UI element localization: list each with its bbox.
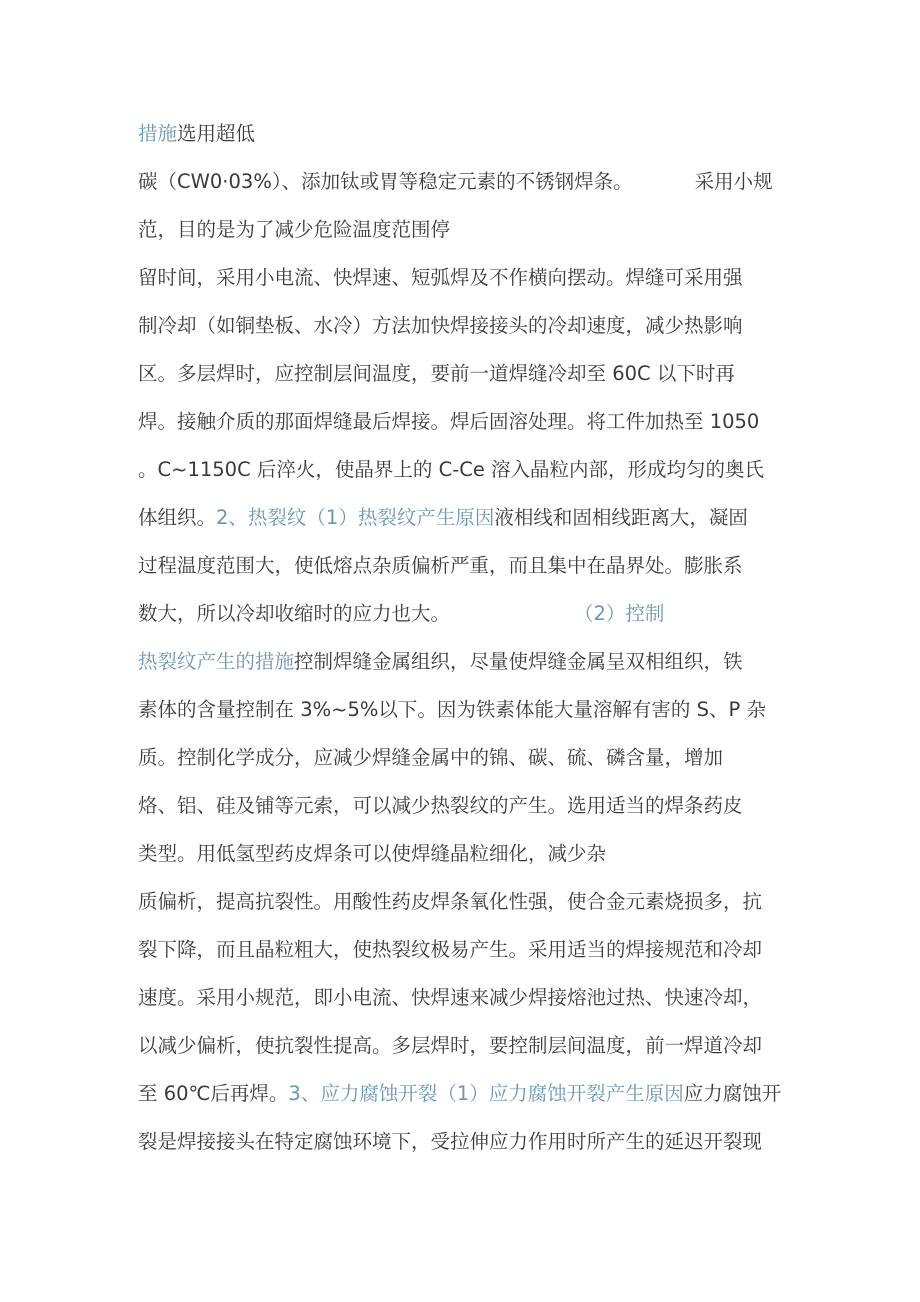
body-text: 裂是焊接接头在特定腐蚀环境下，受拉伸应力作用时所产生的延迟开裂现 (138, 1130, 763, 1153)
text-line (138, 1034, 762, 1058)
body-text: 至 60℃后再焊。 (138, 1082, 289, 1105)
text-line (138, 986, 762, 1010)
body-text: 裂下降，而且晶粒粗大，使热裂纹极易产生。采用适当的焊接规范和冷却 (138, 938, 763, 961)
body-text: 焊。接触介质的那面焊缝最后焊接。焊后固溶处理。将工件加热至 1050 (138, 410, 760, 433)
highlighted-heading-text: 措施 (138, 122, 178, 145)
body-text: 质偏析，提高抗裂性。用酸性药皮焊条氧化性强，使合金元素烧损多，抗 (138, 890, 763, 913)
body-text: 体组织。 (138, 506, 217, 529)
text-line (138, 698, 766, 722)
body-text: 选用超低 (177, 122, 256, 145)
text-line (138, 218, 450, 242)
body-text: 素体的含量控制在 3%~5%以下。因为铁素体能大量溶解有害的 S、P 杂 (138, 698, 766, 721)
text-line (138, 650, 743, 674)
text-line (138, 554, 743, 578)
body-text: 。C~1150C 后淬火，使晶界上的 C-Ce 溶入晶粒内部，形成均匀的奥氏 (138, 458, 765, 481)
body-text: 留时间，采用小电流、快焊速、短弧焊及不作横向摆动。焊缝可采用强 (138, 266, 743, 289)
text-line (138, 170, 773, 194)
text-line (138, 410, 759, 434)
text-line (138, 1130, 762, 1154)
body-text: 碳（CW0·03%）、添加钛或胃等稳定元素的不锈钢焊条。 采用小规 (138, 170, 773, 193)
text-line (138, 794, 743, 818)
text-line (138, 506, 748, 530)
body-text: 应力腐蚀开 (683, 1082, 782, 1105)
text-line (138, 266, 743, 290)
body-text: 液相线和固相线距离大，凝固 (494, 506, 748, 529)
text-line (138, 458, 764, 482)
text-line (138, 746, 723, 770)
body-text: 过程温度范围大，使低熔点杂质偏析严重，而且集中在晶界处。膨胀系 (138, 554, 743, 577)
highlighted-heading-text: 2、热裂纹（1）热裂纹产生原因 (216, 506, 495, 529)
text-line (138, 314, 743, 338)
highlighted-heading-text: （2）控制 (573, 602, 665, 625)
body-text: 以减少偏析，使抗裂性提高。多层焊时，要控制层间温度，前一焊道冷却 (138, 1034, 763, 1057)
highlighted-heading-text: 热裂纹产生的措施 (138, 650, 295, 673)
text-line (138, 842, 606, 866)
body-text: 质。控制化学成分，应减少焊缝金属中的锦、碳、硫、磷含量，增加 (138, 746, 724, 769)
body-text: 区。多层焊时，应控制层间温度，要前一道焊缝冷却至 60C 以下时再 (138, 362, 735, 385)
body-text: 制冷却（如铜垫板、水冷）方法加快焊接接头的冷却速度，减少热影响 (138, 314, 743, 337)
text-line (138, 122, 255, 146)
body-text: 类型。用低氢型药皮焊条可以使焊缝晶粒细化，减少杂 (138, 842, 607, 865)
text-line (138, 1082, 781, 1106)
body-text: 范，目的是为了减少危险温度范围停 (138, 218, 451, 241)
text-line (138, 890, 762, 914)
text-line (138, 602, 664, 626)
body-text: 控制焊缝金属组织，尽量使焊缝金属呈双相组织，铁 (294, 650, 743, 673)
body-text: 速度。采用小规范，即小电流、快焊速来减少焊接熔池过热、快速冷却， (138, 986, 763, 1009)
text-line (138, 362, 735, 386)
text-line (138, 938, 762, 962)
highlighted-heading-text: 3、应力腐蚀开裂（1）应力腐蚀开裂产生原因 (288, 1082, 684, 1105)
body-text: 烙、铝、硅及铺等元索，可以减少热裂纹的产生。选用适当的焊条药皮 (138, 794, 743, 817)
body-text: 数大，所以冷却收缩时的应力也大。 (138, 602, 574, 625)
